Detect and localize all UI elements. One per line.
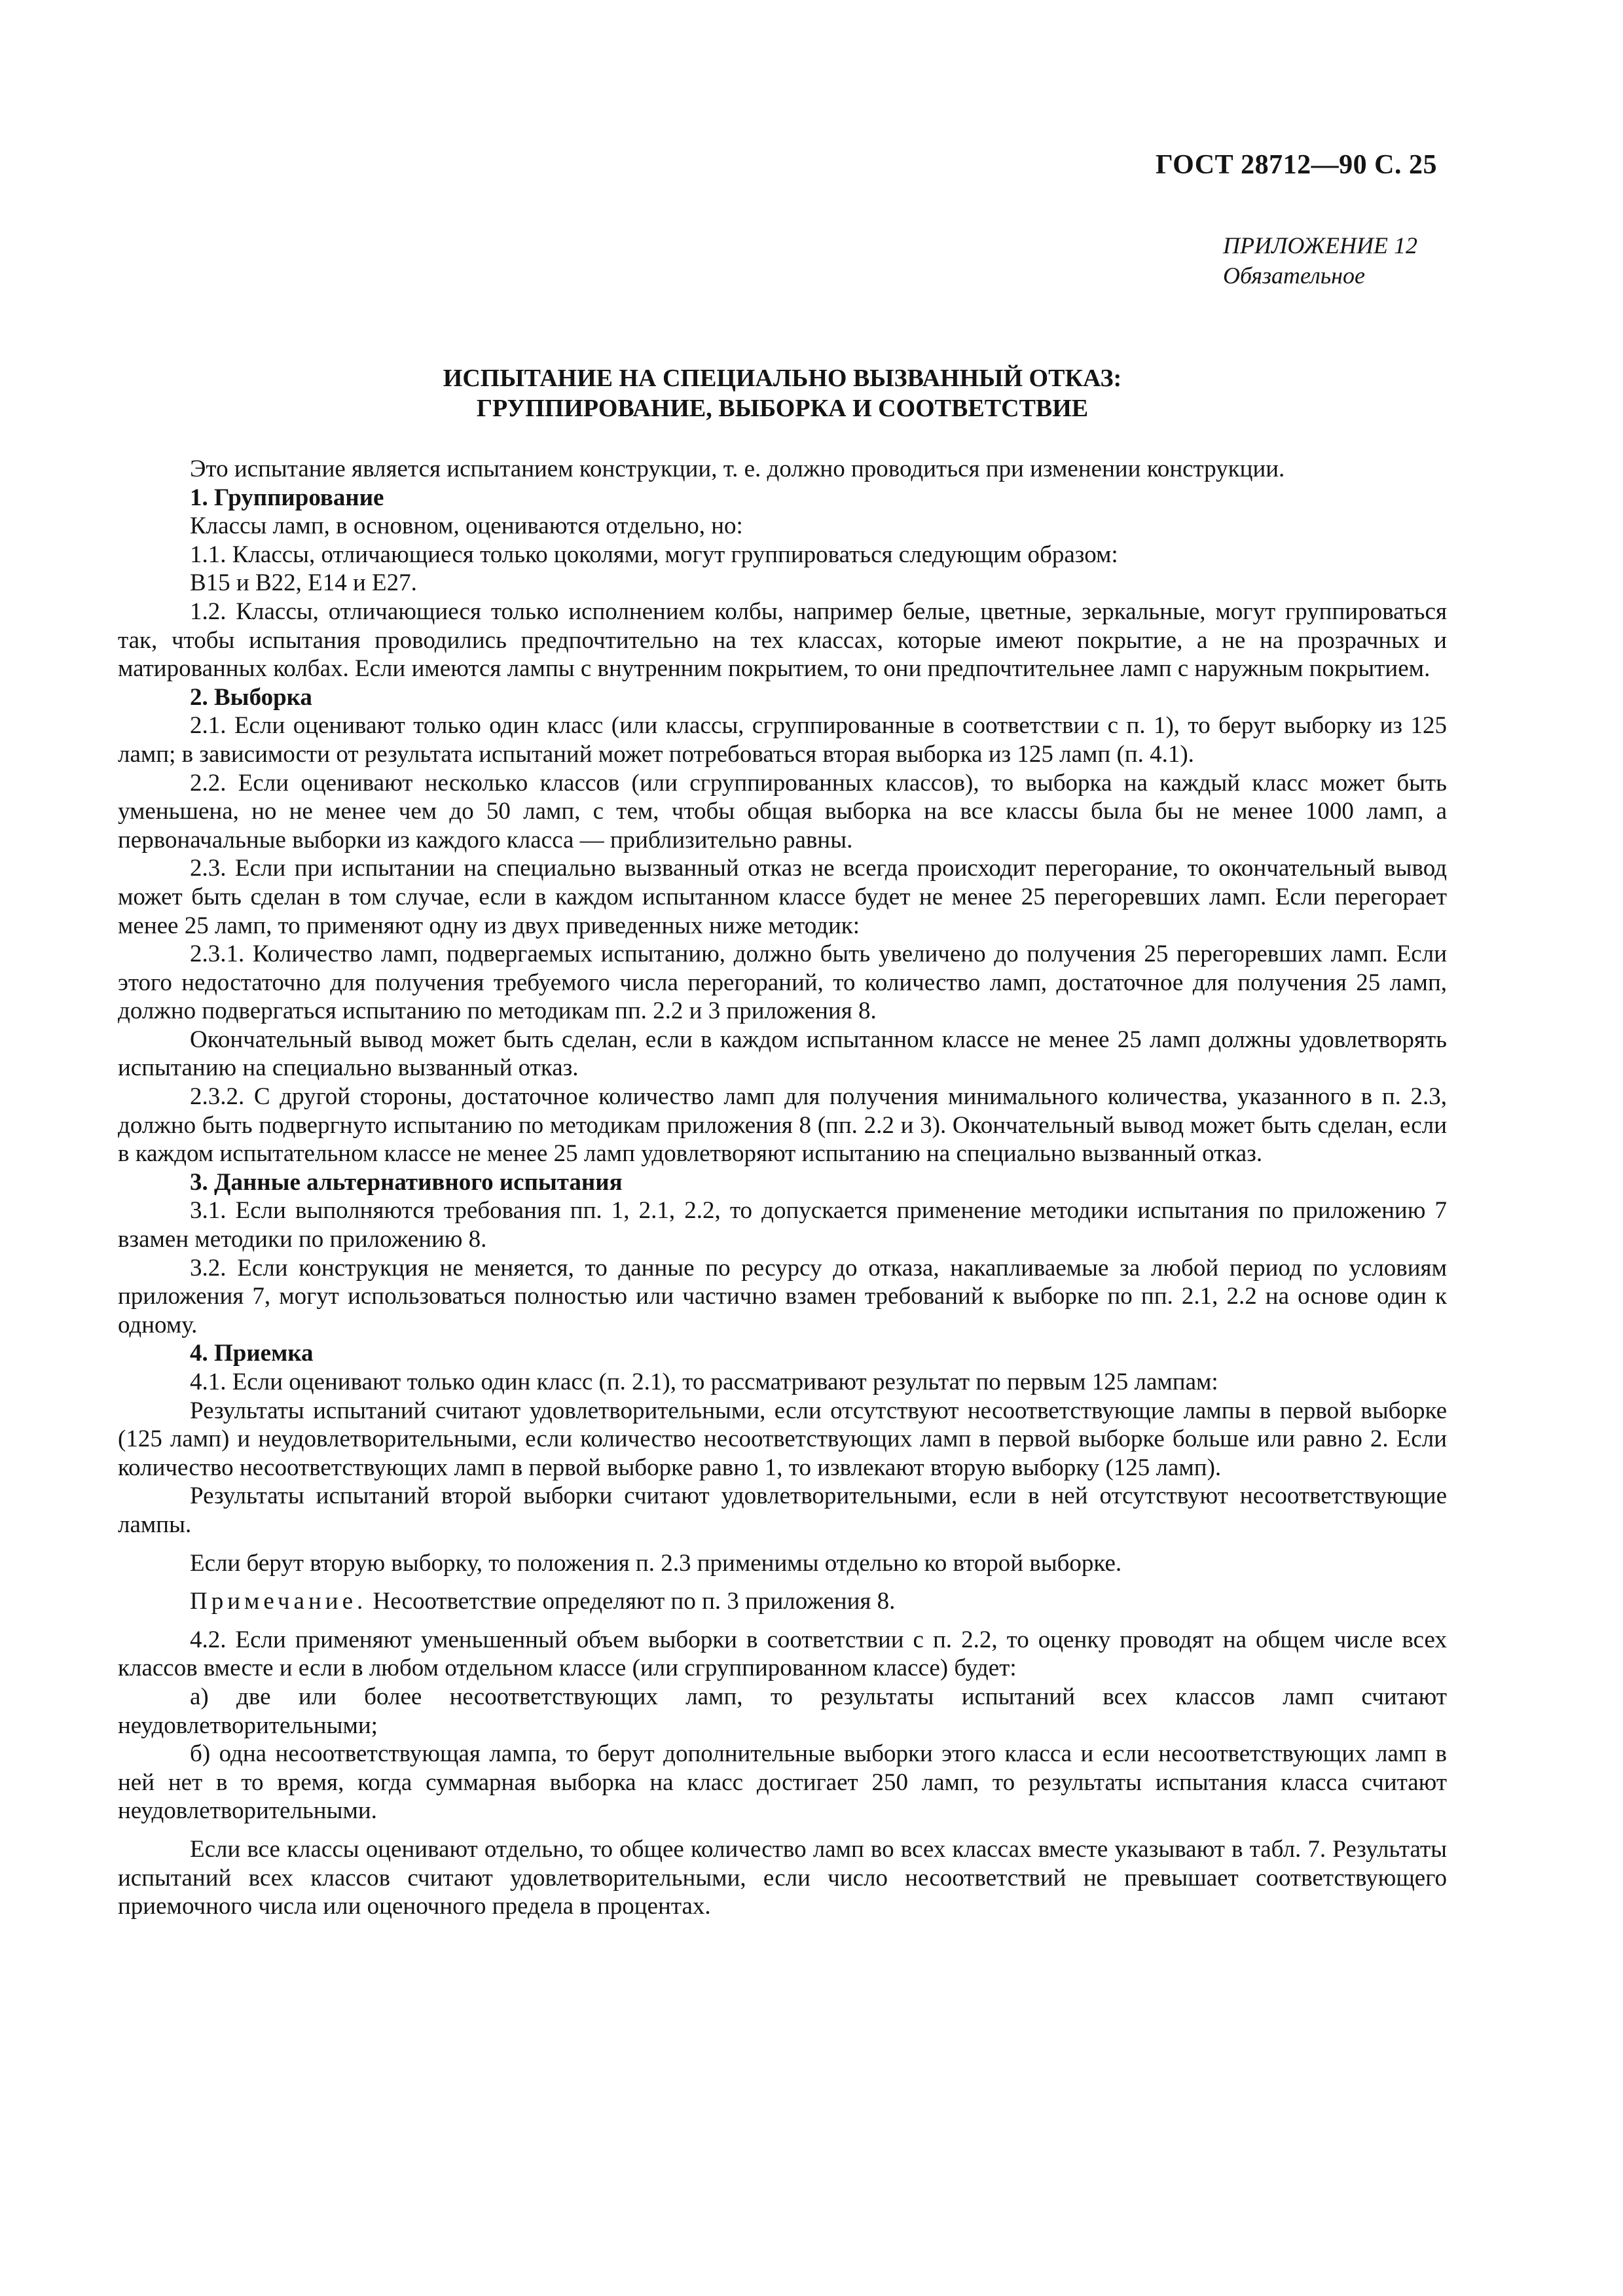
paragraph: б) одна несоответствующая лампа, то берут дополнительные выборки этого класса и если несоответствующих ламп в ней нет в то время, когда суммарная выборка на класс достигает 250 ламп, то результаты испытания класса считают неудовлетворительными.	[118, 1740, 1447, 1825]
paragraph: 2.3.2. С другой стороны, достаточное количество ламп для получения минимального количества, указанного в п. 2.3, должно быть подвергнуто испытанию по методикам приложения 8 (пп. 2.2 и 3). Окончательный вывод может быть сделан, если в каждом испытательном классе не менее 25 ламп удовлетворяют испытанию на специально вызванный отказ.	[118, 1083, 1447, 1168]
paragraph: Классы ламп, в основном, оцениваются отдельно, но:	[190, 512, 743, 540]
page-header-standard: ГОСТ 28712—90 С. 25	[1155, 150, 1437, 180]
paragraph: 1.1. Классы, отличающиеся только цоколями, могут группироваться следующим образом:	[190, 541, 1118, 568]
appendix-title: ПРИЛОЖЕНИЕ 12	[1223, 232, 1417, 259]
paragraph: Если берут вторую выборку, то положения п. 2.3 применимы отдельно ко второй выборке.	[190, 1549, 1122, 1577]
intro-paragraph: Это испытание является испытанием конструкции, т. е. должно проводиться при изменении конструкции.	[190, 456, 1285, 482]
paragraph: а) две или более несоответствующих ламп, то результаты испытаний всех классов ламп считают неудовлетворительными;	[118, 1683, 1447, 1739]
note-paragraph	[118, 1587, 1447, 1616]
note-text: Несоответствие определяют по п. 3 приложения 8.	[373, 1588, 896, 1615]
paragraph: Если все классы оценивают отдельно, то общее количество ламп во всех классах вместе указывают в табл. 7. Результаты испытаний всех классов считают удовлетворительными, если число несоответствий не превышает соответствующего приемочного числа или оценочного предела в процентах.	[118, 1835, 1447, 1920]
paragraph: 1.2. Классы, отличающиеся только исполнением колбы, например белые, цветные, зеркальные, могут группироваться так, чтобы испытания проводились предпочтительно на тех классах, которые имеют покрытие, а не на прозрачных и матированных колбах. Если имеются лампы с внутренним покрытием, то они предпочтительнее ламп с наружным покрытием.	[118, 598, 1447, 683]
document-title	[118, 363, 1447, 423]
paragraph: B15 и B22, E14 и E27.	[190, 569, 417, 597]
paragraph: 3.1. Если выполняются требования пп. 1, 2.1, 2.2, то допускается применение методики испытания по приложению 7 взамен методики по приложению 8.	[118, 1197, 1447, 1253]
paragraph: Результаты испытаний считают удовлетворительными, если отсутствуют несоответствующие лампы в первой выборке (125 ламп) и неудовлетворительными, если количество несоответствующих ламп в первой выборке больше или равно 2. Если количество несоответствующих ламп в первой выборке равно 1, то извлекают вторую выборку (125 ламп).	[118, 1397, 1447, 1481]
title-line-1: ИСПЫТАНИЕ НА СПЕЦИАЛЬНО ВЫЗВАННЫЙ ОТКАЗ:	[443, 365, 1122, 392]
appendix-label	[1223, 230, 1417, 291]
paragraph: Окончательный вывод может быть сделан, если в каждом испытанном классе не менее 25 ламп должны удовлетворять испытанию на специально вызванный отказ.	[118, 1026, 1447, 1082]
paragraph: 2.3. Если при испытании на специально вызванный отказ не всегда происходит перегорание, то окончательный вывод может быть сделан в том случае, если в каждом испытанном классе будет не менее 25 перегоревших ламп. Если перегорает менее 25 ламп, то применяют одну из двух приведенных ниже методик:	[118, 855, 1447, 939]
paragraph: Результаты испытаний второй выборки считают удовлетворительными, если в ней отсутствуют несоответствующие лампы.	[118, 1482, 1447, 1538]
document-body	[118, 455, 1447, 1921]
section-heading: 2. Выборка	[190, 683, 312, 711]
note-label: Примечание.	[190, 1588, 367, 1615]
section-heading: 4. Приемка	[190, 1340, 314, 1367]
paragraph: 3.2. Если конструкция не меняется, то данные по ресурсу до отказа, накапливаемые за любой период по условиям приложения 7, могут использоваться полностью или частично взамен требований к выборке по пп. 2.1, 2.2 на основе один к одному.	[118, 1254, 1447, 1338]
paragraph: 4.1. Если оценивают только один класс (п. 2.1), то рассматривают результат по первым 125 лампам:	[190, 1369, 1218, 1395]
paragraph: 2.1. Если оценивают только один класс (или классы, сгруппированные в соответствии с п. 1), то берут выборку из 125 ламп; в зависимости от результата испытаний может потребоваться вторая выборка из 125 ламп (п. 4.1).	[118, 712, 1447, 768]
section-heading: 1. Группирование	[190, 484, 384, 511]
appendix-status: Обязательное	[1223, 262, 1365, 289]
title-line-2: ГРУППИРОВАНИЕ, ВЫБОРКА И СООТВЕТСТВИЕ	[476, 395, 1089, 422]
paragraph: 2.3.1. Количество ламп, подвергаемых испытанию, должно быть увеличено до получения 25 перегоревших ламп. Если этого недостаточно для получения требуемого числа перегораний, то количество ламп, достаточное для получения 25 ламп, должно подвергаться испытанию по методикам пп. 2.2 и 3 приложения 8.	[118, 941, 1447, 1025]
paragraph: 2.2. Если оценивают несколько классов (или сгруппированных классов), то выборка на каждый класс может быть уменьшена, но не менее чем до 50 ламп, с тем, чтобы общая выборка на все классы была бы не менее 1000 ламп, а первоначальные выборки из каждого класса — приблизительно равны.	[118, 769, 1447, 853]
paragraph: 4.2. Если применяют уменьшенный объем выборки в соответствии с п. 2.2, то оценку проводят на общем числе всех классов вместе и если в любом отдельном классе (или сгруппированном классе) будет:	[118, 1626, 1447, 1682]
section-heading: 3. Данные альтернативного испытания	[190, 1168, 623, 1196]
